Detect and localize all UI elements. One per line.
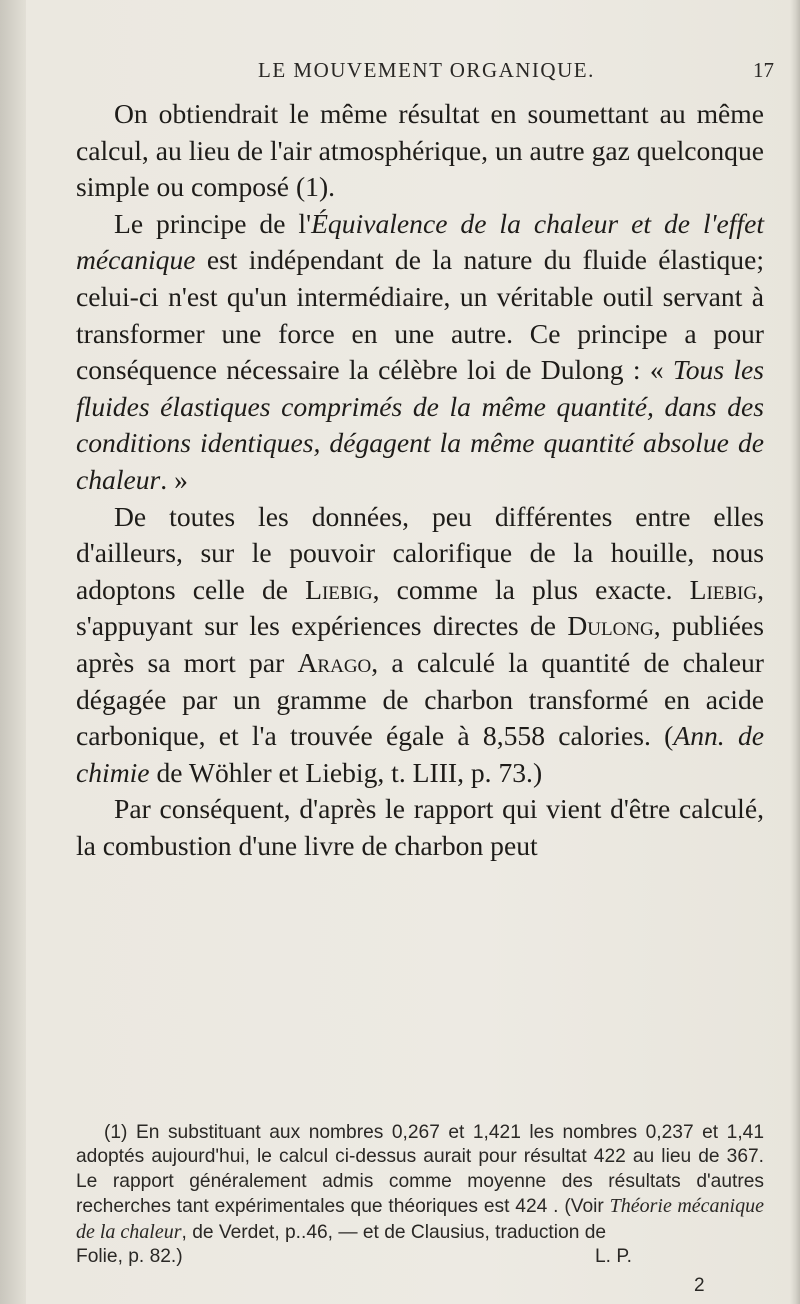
paragraph-3-text: , comme la plus exacte.: [372, 573, 690, 605]
signature-mark: 2: [694, 1275, 705, 1296]
paragraph-3-text: , a calculé la quantité de chaleur dégagée par un gramme de charbon transformé en acide carbonique, et l'a trouvée égale à 8,558 calories. (: [76, 646, 764, 752]
paragraph-3-text: de Wöhler et Liebig, t. LIII, p. 73.): [149, 756, 543, 788]
footnote-last-line: [76, 1245, 764, 1269]
italic-title: Équivalence de la chaleur et de l'effet mécanique: [76, 207, 765, 276]
author-name: Arago: [297, 646, 372, 678]
running-title: LE MOUVEMENT ORGANIQUE.: [258, 58, 595, 82]
paragraph-2-text: est indépendant de la nature du fluide élastique; celui-ci n'est qu'un intermédiaire, un véritable outil servant à transformer une force en une autre. Ce principe a pour conséquence nécessaire la célèbre loi de Dulong : «: [76, 244, 764, 386]
italic-reference: Ann. de chimie: [76, 720, 764, 788]
paragraph-3: [76, 499, 764, 792]
italic-quote: Tous les fluides élastiques comprimés de la même quantité, dans des conditions identiques, dégagent la même quantité absolue de chaleur: [76, 354, 764, 495]
paragraph-2-text: . »: [160, 463, 188, 495]
footnote: [76, 1121, 764, 1269]
main-text: [76, 96, 764, 864]
page-gutter: [0, 0, 26, 1304]
footnote-signature: L. P.: [595, 1246, 632, 1268]
footnote-text: [76, 1121, 764, 1245]
footnote-body: , de Verdet, p..46, — et de Clausius, traduction de: [181, 1221, 607, 1243]
page-number: 17: [753, 58, 774, 82]
footnote-body: (1) En substituant aux nombres 0,267 et 1,421 les nombres 0,237 et 1,41 adoptés aujourd'hui, le calcul ci-dessus aurait pour résultat 422 au lieu de 367. Le rapport généralement admis comme moyenne des résultats d'autres recherches tant expérimentales que théoriques est 424 . (Voir: [76, 1122, 764, 1218]
paragraph-3-text: , s'appuyant sur les expériences directes de: [76, 573, 765, 642]
paragraph-3-text: De toutes les données, peu différentes entre elles d'ailleurs, sur le pouvoir calorifique de la houille, nous adoptons celle de: [76, 500, 764, 605]
paragraph-3-text: , publiées après sa mort par: [76, 610, 764, 678]
author-name: Liebig: [689, 573, 758, 605]
running-header: [0, 58, 800, 92]
author-name: Liebig: [305, 573, 373, 605]
paragraph-1: On obtiendrait le même résultat en soumettant au même calcul, au lieu de l'air atmosphérique, un autre gaz quelconque simple ou composé (1).: [76, 98, 764, 203]
author-name: Dulong: [567, 610, 654, 642]
footnote-italic-title: Théorie mécanique de la chaleur: [76, 1195, 764, 1243]
paragraph-4: Par conséquent, d'après le rapport qui vient d'être calculé, la combustion d'une livre de charbon peut: [76, 793, 764, 861]
paragraph-2-text: Le principe de l': [114, 207, 312, 239]
footnote-source: Folie, p. 82.): [76, 1246, 183, 1268]
page-edge: [790, 0, 800, 1304]
paragraph-2: [76, 206, 764, 499]
